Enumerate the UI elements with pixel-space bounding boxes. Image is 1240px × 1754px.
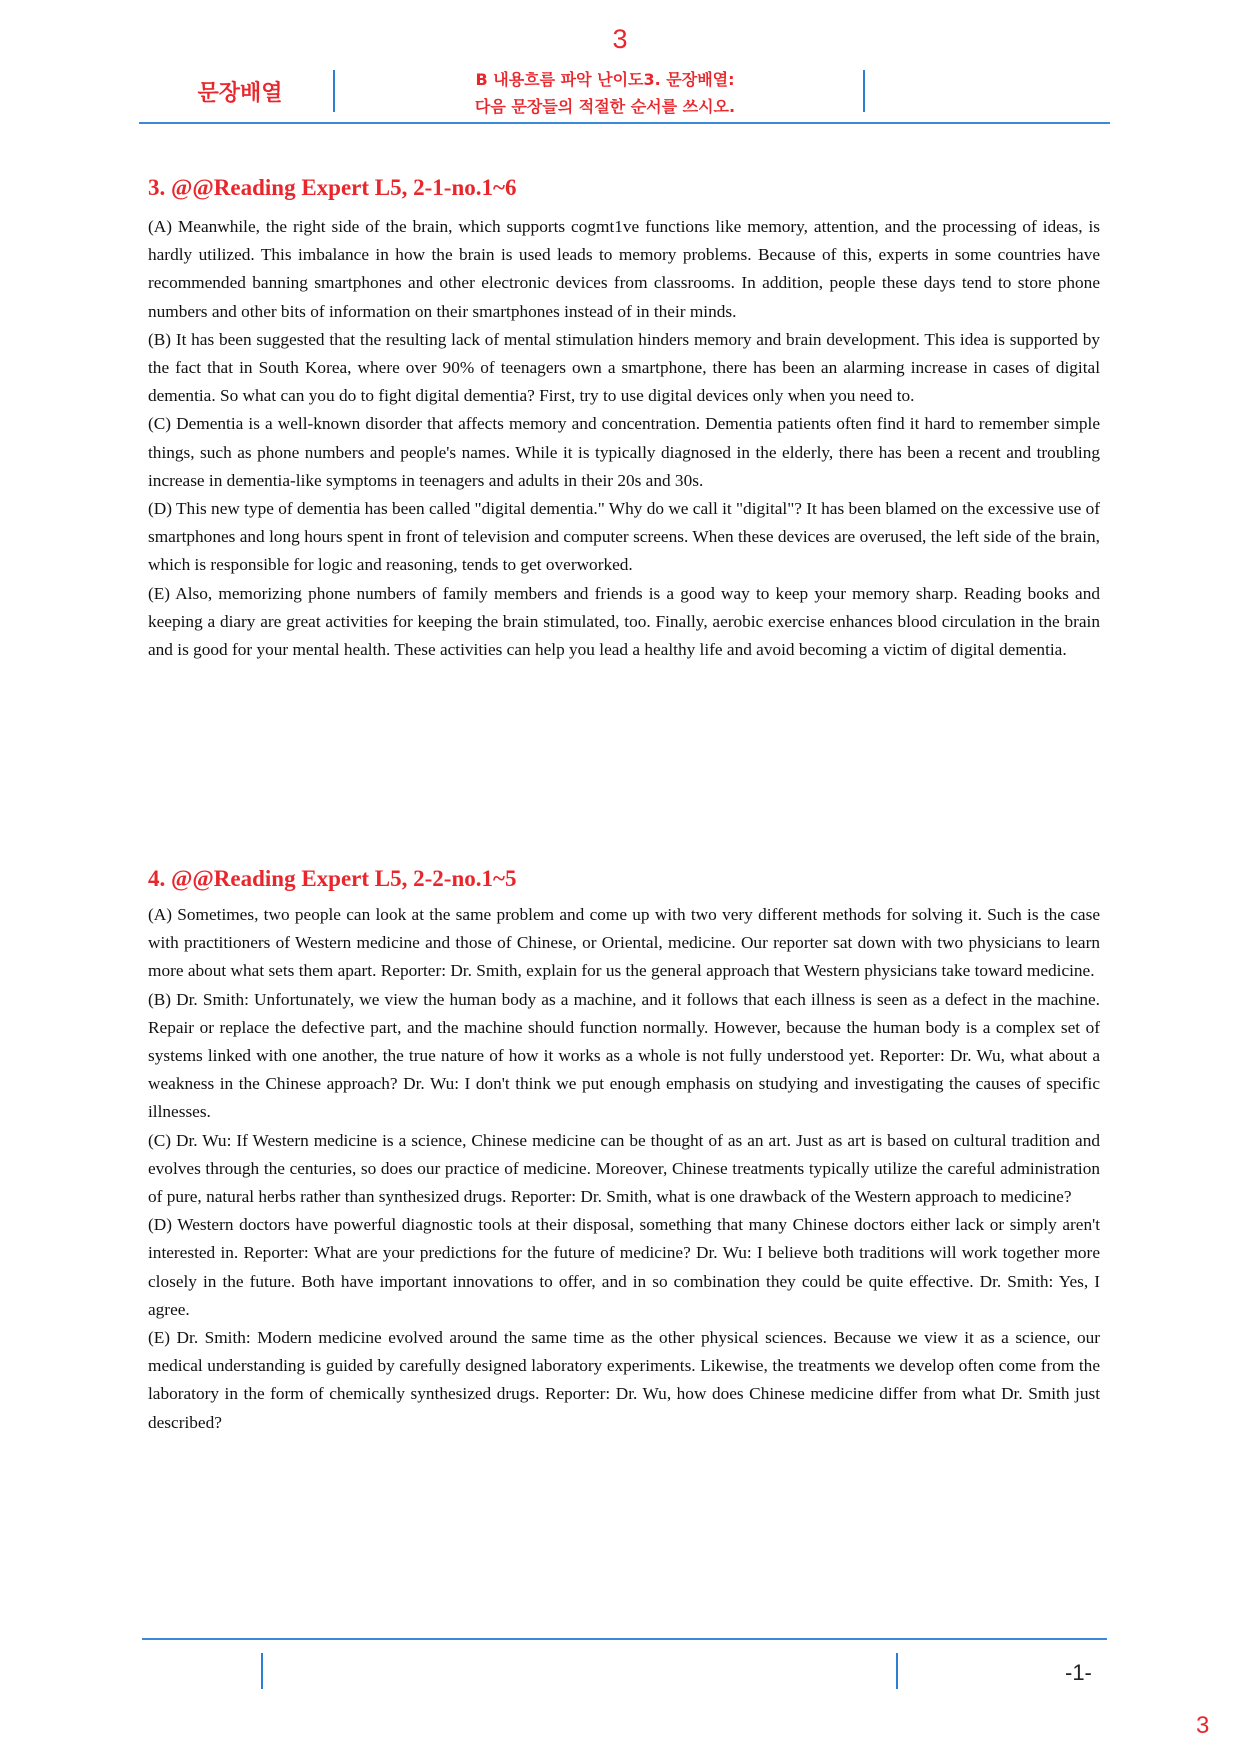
section-title-3: 3. @@Reading Expert L5, 2-1-no.1~6 (148, 175, 517, 200)
question-type-label: 문장배열 (197, 81, 283, 106)
paragraph-c: (C) Dr. Wu: If Western medicine is a science, Chinese medicine can be thought of as an art. Just as art is based on cultural tradition and evolves through the centuries, so does our practice of medicine. Moreover, Chinese treatments typically utilize the careful administration of pure, natural herbs rather than synthesized drugs. Reporter: Dr. Smith, what is one drawback of the Western approach to medicine? (148, 1130, 1100, 1207)
section-body-3 (148, 213, 1100, 664)
paragraph-c: (C) Dementia is a well-known disorder that affects memory and concentration. Dementia patients often find it hard to remember simple things, such as phone numbers and people's names. While it is typically diagnosed in the elderly, there has been a recent and troubling increase in dementia-like symptoms in teenagers and adults in their 20s and 30s. (148, 414, 1100, 490)
paragraph-d: (D) This new type of dementia has been called "digital dementia." Why do we call it "digital"? It has been blamed on the excessive use of smartphones and long hours spent in front of television and computer screens. When these devices are overused, the left side of the brain, which is responsible for logic and reasoning, tends to get overworked. (148, 499, 1100, 575)
header-divider-right (863, 70, 865, 112)
paragraph-e: (E) Also, memorizing phone numbers of family members and friends is a good way to keep your memory sharp. Reading books and keeping a diary are great activities for keeping the brain stimulated, too. Finally, aerobic exercise enhances blood circulation in the brain and is good for your mental health. These activities can help you lead a healthy life and avoid becoming a victim of digital dementia. (148, 583, 1100, 660)
footer-rule (142, 1638, 1107, 1640)
header-instruction (345, 66, 865, 120)
section-title-4: 4. @@Reading Expert L5, 2-2-no.1~5 (148, 866, 517, 891)
paragraph-a: (A) Sometimes, two people can look at the same problem and come up with two very different methods for solving it. Such is the case with practitioners of Western medicine and those of Chinese, or Oriental, medicine. Our reporter sat down with two physicians to learn more about what sets them apart. Reporter: Dr. Smith, explain for us the general approach that Western physicians take toward medicine. (148, 905, 1100, 981)
paragraph-a: (A) Meanwhile, the right side of the brain, which supports cogmt1ve functions like memory, attention, and the processing of ideas, is hardly utilized. This imbalance in how the brain is used leads to memory problems. Because of this, experts in some countries have recommended banning smartphones and other electronic devices from classrooms. In addition, people these days tend to store phone numbers and other bits of information on their smartphones instead of in their minds. (148, 217, 1100, 321)
header-rule (139, 122, 1110, 124)
section-body-4 (148, 901, 1100, 1437)
header-divider-left (333, 70, 335, 112)
footer-divider-right (896, 1653, 898, 1689)
paragraph-b: (B) Dr. Smith: Unfortunately, we view the human body as a machine, and it follows that each illness is seen as a defect in the machine. Repair or replace the defective part, and the machine should function normally. However, because the human body is a complex set of systems linked with one another, the true nature of how it works as a whole is not fully understood yet. Reporter: Dr. Wu, what about a weakness in the Chinese approach? Dr. Wu: I don't think we put enough emphasis on studying and investigating the causes of specific illnesses. (148, 989, 1100, 1122)
corner-page-number: 3 (1196, 1712, 1210, 1739)
paragraph-e: (E) Dr. Smith: Modern medicine evolved around the same time as the other physical sciences. Because we view it as a science, our medical understanding is guided by carefully designed laboratory experiments. Likewise, the treatments we develop often come from the laboratory in the form of chemically synthesized drugs. Reporter: Dr. Wu, how does Chinese medicine differ from what Dr. Smith just described? (148, 1328, 1100, 1432)
instruction-line-1: B 내용흐름 파악 난이도3. 문장배열: (475, 70, 735, 89)
footer-page-number: -1- (1065, 1660, 1092, 1685)
paragraph-d: (D) Western doctors have powerful diagnostic tools at their disposal, something that many Chinese doctors either lack or simply aren't interested in. Reporter: What are your predictions for the future of medicine? Dr. Wu: I believe both traditions will work together more closely in the future. Both have important innovations to offer, and in so combination they could be quite effective. Dr. Smith: Yes, I agree. (148, 1215, 1100, 1319)
instruction-line-2: 다음 문장들의 적절한 순서를 쓰시오. (474, 97, 736, 116)
footer-divider-left (261, 1653, 263, 1689)
paragraph-b: (B) It has been suggested that the resulting lack of mental stimulation hinders memory and brain development. This idea is supported by the fact that in South Korea, where over 90% of teenagers own a smartphone, there has been an alarming increase in cases of digital dementia. So what can you do to fight digital dementia? First, try to use digital devices only when you need to. (148, 329, 1100, 406)
page-number: 3 (612, 24, 628, 54)
